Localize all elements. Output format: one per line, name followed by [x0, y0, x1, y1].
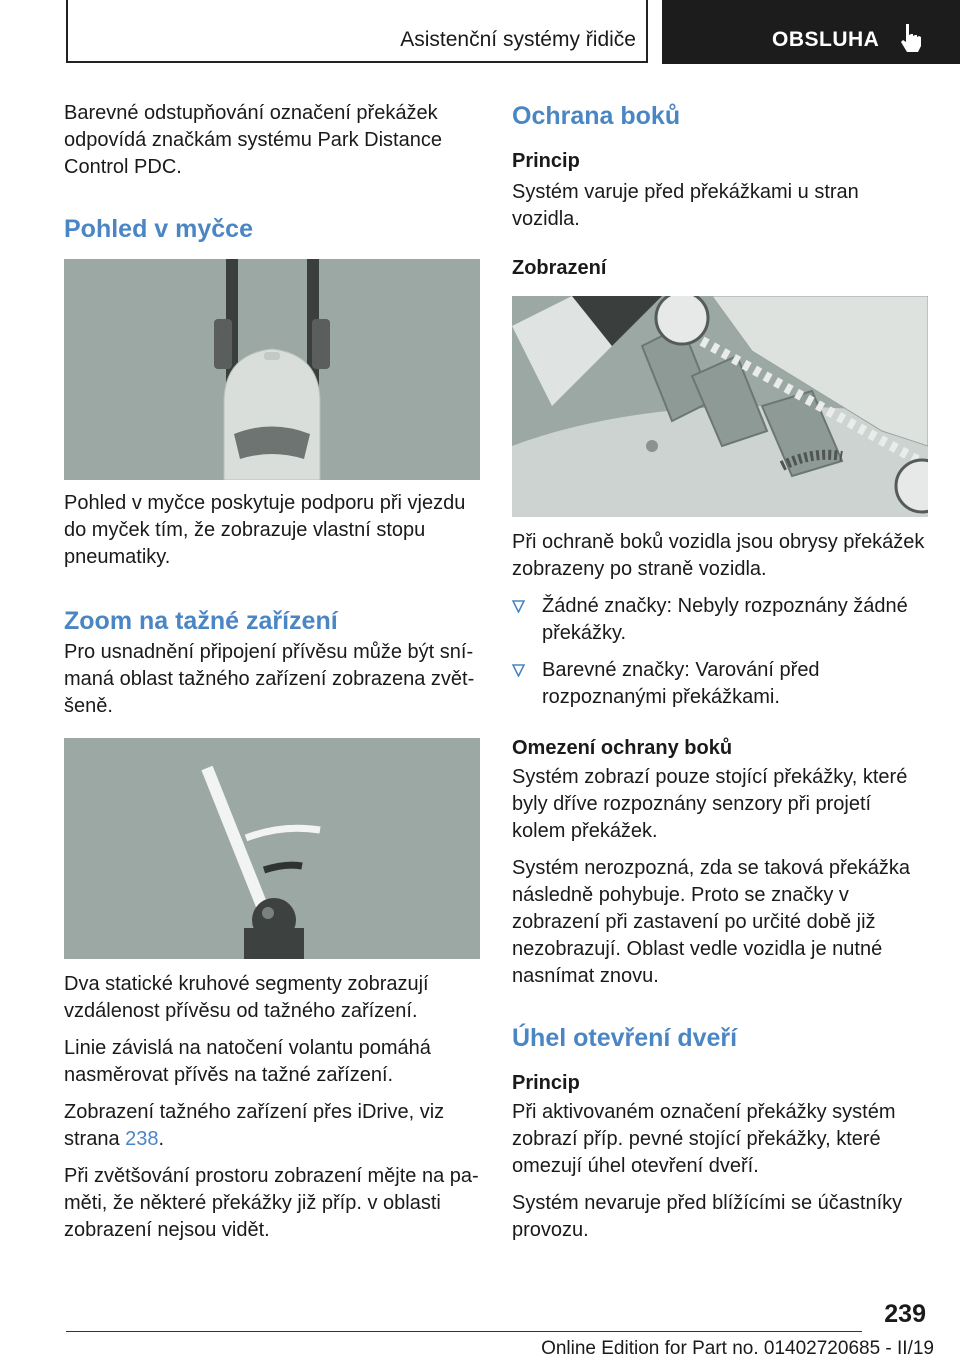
left-column — [64, 100, 480, 1254]
zoom-segments-paragraph: Dva statické kruhové segmenty zobrazují vzdálenost přívěsu od tažného zařízení. — [64, 973, 429, 1022]
header-section-box — [66, 0, 648, 63]
heading-carwash-view: Pohled v myčce — [64, 215, 253, 243]
limits-paragraph-1: Systém zobrazí pouze stojící překážky, které byly dříve rozpoznány senzory při projetí kolem překážek. — [512, 766, 908, 842]
zoom-line-paragraph: Linie závislá na natočení volantu pomáhá nasměrovat přívěs na tažné zařízení. — [64, 1037, 431, 1086]
chapter-tab-label: OBSLUHA — [772, 28, 880, 51]
heading-display: Zobrazení — [512, 257, 607, 279]
heading-trailer-hitch-zoom: Zoom na tažné zařízení — [64, 607, 338, 635]
door-paragraph-2: Systém nevaruje před blížícími se účastníky provozu. — [512, 1192, 903, 1241]
heading-side-protection-limits: Omezení ochrany boků — [512, 737, 733, 759]
list-item — [512, 593, 928, 647]
principle-paragraph: Systém varuje před překážkami u stran vozidla. — [512, 181, 859, 230]
zoom-idrive-text: Zobrazení tažného zařízení přes iDrive, viz strana — [64, 1101, 445, 1150]
zoom-idrive-paragraph — [64, 1099, 480, 1153]
display-bullet-list — [512, 593, 928, 711]
footer-divider — [66, 1331, 862, 1332]
zoom-idrive-end: . — [158, 1128, 165, 1150]
limits-paragraph-2: Systém nerozpozná, zda se taková překážka následně pohybuje. Proto se značky v zobrazení při zastavení po určité době již nezobrazují. Oblast vedle vozidla je nutné nasnímat znovu. — [512, 857, 910, 987]
heading-principle: Princip — [512, 150, 580, 172]
carwash-view-figure — [64, 259, 480, 480]
hand-pointer-icon — [898, 22, 924, 54]
triangle-bullet-icon — [512, 664, 525, 677]
heading-door-opening-angle: Úhel otevření dveří — [512, 1024, 738, 1052]
footer-edition: Online Edition for Part no. 01402720685 - II/19 — [541, 1338, 934, 1359]
page-number: 239 — [884, 1300, 926, 1328]
header-chapter-tab — [662, 0, 960, 64]
zoom-warning-paragraph: Při zvětšování prostoru zobrazení mějte na paměti, že některé překážky již příp. v oblasti zobrazení nejsou vidět. — [64, 1165, 479, 1241]
display-paragraph: Při ochraně boků vozidla jsou obrysy překážek zobrazeny po straně vozidla. — [512, 531, 925, 580]
side-protection-figure — [512, 296, 928, 517]
heading-side-protection: Ochrana boků — [512, 102, 681, 130]
trailer-hitch-zoom-figure — [64, 738, 480, 959]
triangle-bullet-icon — [512, 600, 525, 613]
heading-principle-2: Princip — [512, 1072, 580, 1094]
header-section-title: Asistenční systémy řidiče — [400, 28, 636, 51]
list-item — [512, 657, 928, 711]
page-link-238[interactable]: 238 — [125, 1128, 159, 1150]
intro-paragraph: Barevné odstupňování označení překážek odpovídá značkám systému Park Distance Control PDC. — [64, 102, 442, 178]
carwash-paragraph: Pohled v myčce poskytuje podporu při vjezdu do myček tím, že zobrazuje vlastní stopu pneumatiky. — [64, 492, 466, 568]
zoom-paragraph: Pro usnadnění připojení přívěsu může být snímaná oblast tažného zařízení zobrazena zvětšeně. — [64, 641, 475, 717]
bullet-text: Barevné značky: Varování před rozpoznanými překážkami. — [542, 659, 820, 708]
bullet-text: Žádné značky: Nebyly rozpoznány žádné překážky. — [542, 595, 908, 644]
door-paragraph-1: Při aktivovaném označení překážky systém zobrazí příp. pevné stojící překážky, které omezují úhel otevření dveří. — [512, 1101, 896, 1177]
right-column — [512, 100, 928, 1254]
